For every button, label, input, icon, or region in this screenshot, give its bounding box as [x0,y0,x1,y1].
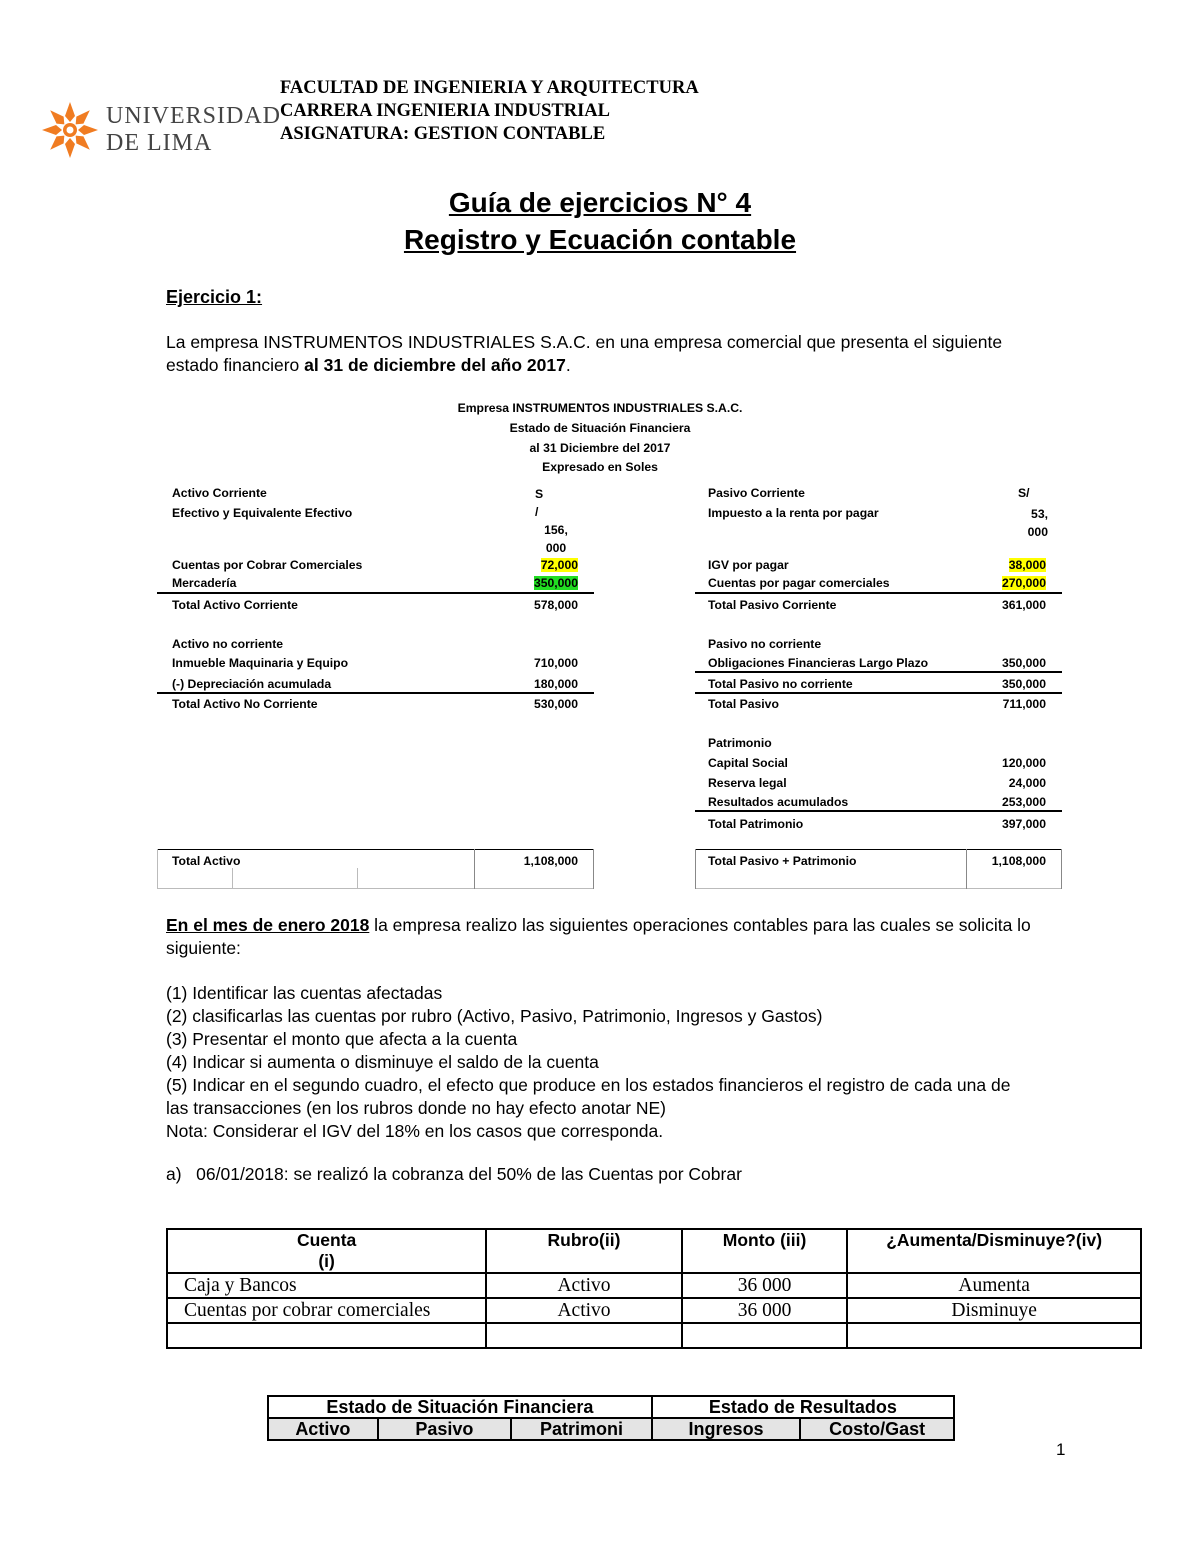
assets-currency-symbol: S / [535,487,544,519]
table-row [167,1298,1141,1323]
col-header-amount: Monto (iii) [682,1229,848,1273]
ppe-label: Inmueble Maquinaria y Equipo [172,656,349,670]
account-cell[interactable]: Caja y Bancos [167,1273,486,1298]
account-cell[interactable] [167,1323,486,1348]
amount-cell[interactable]: 36 000 [682,1273,848,1298]
exercise-heading: Ejercicio 1: [166,287,263,307]
university-logo-icon [40,100,100,160]
liabilities-currency-symbol: S/ [1018,486,1030,500]
col-header-liabilities: Pasivo [378,1418,512,1440]
accounts-table [166,1228,1142,1349]
instruction-item: (2) clasificarlas las cuentas por rubro (Activo, Pasivo, Patrimonio, Ingresos y Gastos) [166,1006,823,1026]
effects-table [267,1395,955,1441]
noncurrent-liabilities-header: Pasivo no corriente [708,637,822,651]
category-cell[interactable]: Activo [486,1273,682,1298]
reserve-value: 24,000 [1008,776,1046,790]
header-line-faculty: FACULTAD DE INGENIERIA Y ARQUITECTURA [280,78,699,98]
instruction-item: (3) Presentar el monto que afecta a la cuenta [166,1029,518,1049]
total-noncurrent-assets-value: 530,000 [533,697,578,711]
total-equity-label: Total Patrimonio [708,817,804,831]
total-current-assets-value: 578,000 [533,598,578,612]
cash-label: Efectivo y Equivalente Efectivo [172,506,353,520]
instruction-item: (5) Indicar en el segundo cuadro, el efecto que produce en los estados financieros el registro de cada una de las transacciones (en los rubros donde no hay efecto anotar NE) [166,1075,1011,1118]
total-liabilities-label: Total Pasivo [708,697,779,711]
payables-label: Cuentas por pagar comerciales [708,576,890,590]
payables-value: 270,000 [1001,576,1046,590]
noncurrent-assets-header: Activo no corriente [172,637,284,651]
instruction-item: (1) Identificar las cuentas afectadas [166,983,443,1003]
receivables-value: 72,000 [540,558,578,572]
exercise-intro: La empresa INSTRUMENTOS INDUSTRIALES S.A.C. en una empresa comercial que presenta el siguiente estado financiero al 31 de diciembre del año 2017. [166,332,1003,375]
total-noncurrent-assets-label: Total Activo No Corriente [172,697,318,711]
total-noncurrent-liabilities-label: Total Pasivo no corriente [708,677,853,691]
col-header-costs: Costo/Gast [800,1418,954,1440]
group-header-income-statement: Estado de Resultados [652,1396,954,1418]
january-intro: En el mes de enero 2018 la empresa realizo las siguientes operaciones contables para las cuales se solicita lo siguiente: [166,915,1031,958]
equity-header: Patrimonio [708,736,772,750]
retained-earnings-label: Resultados acumulados [708,795,849,809]
change-cell[interactable]: Disminuye [847,1298,1141,1323]
total-noncurrent-liabilities-value: 350,000 [1001,677,1046,691]
current-liabilities-header: Pasivo Corriente [708,486,805,500]
merchandise-value: 350,000 [533,576,578,590]
longterm-debt-label: Obligaciones Financieras Largo Plazo [708,656,929,670]
total-liab-equity-value: 1,108,000 [991,854,1046,868]
igv-value: 38,000 [1008,558,1046,572]
col-header-assets: Activo [268,1418,378,1440]
table-row [167,1323,1141,1348]
retained-earnings-value: 253,000 [1001,795,1046,809]
income-tax-label: Impuesto a la renta por pagar [708,506,879,520]
depreciation-value: 180,000 [533,677,578,691]
capital-value: 120,000 [1001,756,1046,770]
total-equity-value: 397,000 [1001,817,1046,831]
col-header-change: ¿Aumenta/Disminuye?(iv) [847,1229,1141,1273]
total-liab-equity-label: Total Pasivo + Patrimonio [708,854,857,868]
statement-date: al 31 Diciembre del 2017 [529,441,671,455]
receivables-label: Cuentas por Cobrar Comerciales [172,558,363,572]
income-tax-value: 53, 000 [1027,507,1048,539]
current-assets-header: Activo Corriente [172,486,267,500]
page-number: 1 [1056,1440,1066,1459]
page-title: Guía de ejercicios N° 4 [448,187,752,218]
total-assets-label: Total Activo [172,854,241,868]
ppe-value: 710,000 [533,656,578,670]
total-liabilities-value: 711,000 [1002,697,1046,711]
col-header-equity: Patrimoni [511,1418,652,1440]
statement-company: Empresa INSTRUMENTOS INDUSTRIALES S.A.C. [457,401,743,415]
change-cell[interactable]: Aumenta [847,1273,1141,1298]
change-cell[interactable] [847,1323,1141,1348]
amount-cell[interactable]: 36 000 [682,1298,848,1323]
merchandise-label: Mercadería [172,576,237,590]
col-header-account: Cuenta (i) [167,1229,486,1273]
statement-currency: Expresado en Soles [542,460,658,474]
col-header-income: Ingresos [652,1418,801,1440]
table-row [167,1273,1141,1298]
transaction-a: a) 06/01/2018: se realizó la cobranza del 50% de las Cuentas por Cobrar [166,1164,742,1184]
group-header-balance-sheet: Estado de Situación Financiera [268,1396,652,1418]
total-assets-value: 1,108,000 [523,854,578,868]
header-line-career: CARRERA INGENIERIA INDUSTRIAL [280,101,610,121]
longterm-debt-value: 350,000 [1001,656,1046,670]
university-logo-text: UNIVERSIDAD DE LIMA [106,103,281,156]
total-current-liabilities-label: Total Pasivo Corriente [708,598,837,612]
reserve-label: Reserva legal [708,776,787,790]
total-current-liabilities-value: 361,000 [1001,598,1046,612]
header-line-course: ASIGNATURA: GESTION CONTABLE [280,124,606,144]
faculty-header [280,77,699,146]
capital-label: Capital Social [708,756,788,770]
igv-label: IGV por pagar [708,558,789,572]
col-header-category: Rubro(ii) [486,1229,682,1273]
account-cell[interactable]: Cuentas por cobrar comerciales [167,1298,486,1323]
instructions-list [166,982,1026,1143]
page-subtitle: Registro y Ecuación contable [403,224,797,255]
instruction-item: (4) Indicar si aumenta o disminuye el saldo de la cuenta [166,1052,599,1072]
statement-name: Estado de Situación Financiera [509,421,691,435]
amount-cell[interactable] [682,1323,848,1348]
instruction-note: Nota: Considerar el IGV del 18% en los casos que corresponda. [166,1121,664,1141]
category-cell[interactable] [486,1323,682,1348]
total-current-assets-label: Total Activo Corriente [172,598,298,612]
depreciation-label: (-) Depreciación acumulada [172,677,332,691]
category-cell[interactable]: Activo [486,1298,682,1323]
cash-value: 156, 000 [544,523,568,555]
